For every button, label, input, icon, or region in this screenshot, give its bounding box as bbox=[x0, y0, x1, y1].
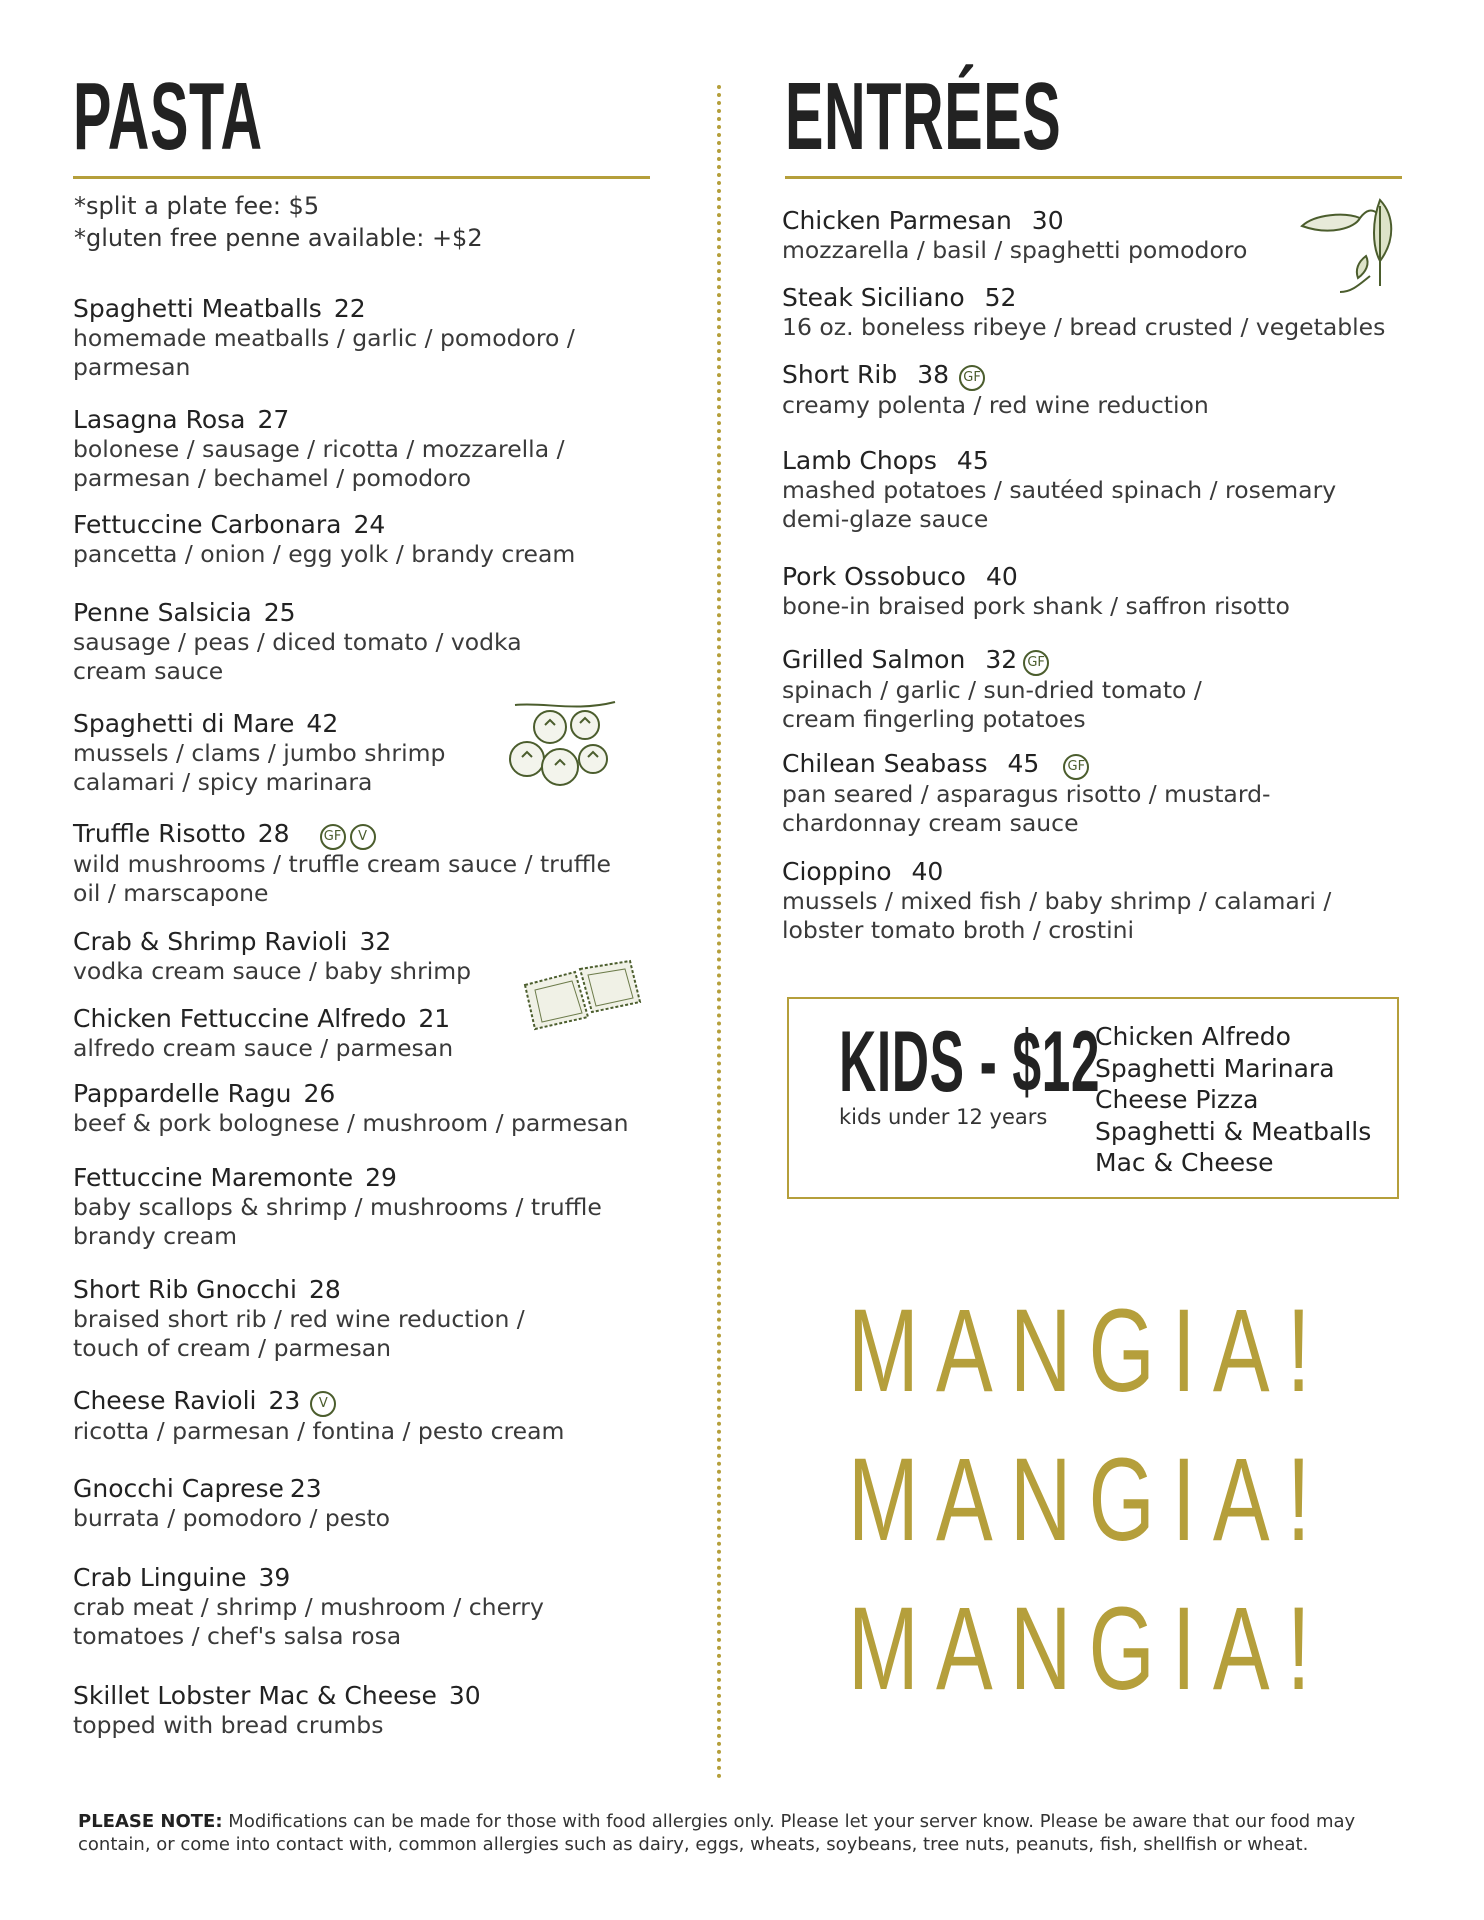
item-price: 45 bbox=[956, 446, 989, 475]
item-price: 45 bbox=[1007, 749, 1040, 778]
item-desc: calamari / spicy marinara bbox=[73, 768, 373, 796]
gluten-free-note: *gluten free penne available: +$2 bbox=[74, 224, 483, 252]
item-desc: demi-glaze sauce bbox=[782, 505, 989, 533]
item-desc: cream sauce bbox=[73, 657, 224, 685]
pasta-rule bbox=[73, 176, 650, 179]
item-price: 26 bbox=[303, 1079, 336, 1108]
menu-item bbox=[73, 1079, 653, 1138]
item-price: 52 bbox=[984, 283, 1017, 312]
item-desc: creamy polenta / red wine reduction bbox=[782, 391, 1209, 419]
vegetarian-icon: V bbox=[350, 824, 376, 850]
item-name: Spaghetti Meatballs bbox=[73, 294, 322, 323]
item-desc: mussels / clams / jumbo shrimp bbox=[73, 739, 446, 767]
item-name: Chilean Seabass bbox=[782, 749, 988, 778]
pasta-title: PASTA bbox=[73, 63, 263, 170]
item-name: Short Rib Gnocchi bbox=[73, 1275, 297, 1304]
item-name: Chicken Fettuccine Alfredo bbox=[73, 1004, 407, 1033]
item-name: Crab Linguine bbox=[73, 1563, 247, 1592]
entrees-rule bbox=[785, 176, 1402, 179]
item-price: 39 bbox=[258, 1563, 291, 1592]
item-name: Grilled Salmon bbox=[782, 645, 966, 674]
item-price: 30 bbox=[1031, 206, 1064, 235]
kids-title: KIDS - $12 bbox=[839, 1014, 1101, 1110]
item-price: 22 bbox=[333, 294, 366, 323]
item-desc: baby scallops & shrimp / mushrooms / truffle bbox=[73, 1193, 602, 1221]
item-desc: burrata / pomodoro / pesto bbox=[73, 1504, 391, 1532]
item-price: 23 bbox=[289, 1474, 322, 1503]
item-desc: topped with bread crumbs bbox=[73, 1711, 384, 1739]
item-name: Chicken Parmesan bbox=[782, 206, 1012, 235]
item-desc: tomatoes / chef's salsa rosa bbox=[73, 1622, 402, 1650]
kids-item: Chicken Alfredo bbox=[1095, 1022, 1291, 1051]
item-desc: crab meat / shrimp / mushroom / cherry bbox=[73, 1593, 544, 1621]
note-label: PLEASE NOTE: bbox=[78, 1811, 223, 1832]
menu-item bbox=[782, 446, 1402, 534]
menu-item bbox=[73, 1563, 653, 1651]
item-desc: 16 oz. boneless ribeye / bread crusted / vegetables bbox=[782, 313, 1386, 341]
kids-item: Spaghetti & Meatballs bbox=[1095, 1116, 1372, 1146]
tomatoes-illustration-icon bbox=[505, 697, 620, 797]
item-desc: cream fingerling potatoes bbox=[782, 705, 1086, 733]
item-desc: pan seared / asparagus risotto / mustard- bbox=[782, 780, 1271, 808]
menu-item bbox=[73, 405, 653, 493]
allergy-note bbox=[78, 1810, 1428, 1856]
item-desc: alfredo cream sauce / parmesan bbox=[73, 1034, 454, 1062]
menu-item bbox=[782, 360, 1402, 420]
item-name: Fettuccine Carbonara bbox=[73, 510, 342, 539]
item-desc: lobster tomato broth / crostini bbox=[782, 916, 1135, 944]
item-name: Short Rib bbox=[782, 360, 898, 389]
item-name: Penne Salsicia bbox=[73, 598, 252, 627]
item-price: 32 bbox=[985, 645, 1018, 674]
item-desc: chardonnay cream sauce bbox=[782, 809, 1079, 837]
mangia-line: MANGIA! bbox=[848, 1583, 1328, 1715]
menu-item bbox=[73, 1275, 653, 1363]
ravioli-illustration-icon bbox=[520, 957, 645, 1032]
kids-list bbox=[1095, 1021, 1371, 1179]
gluten-free-icon: GF bbox=[1063, 754, 1089, 780]
kids-item: Cheese Pizza bbox=[1095, 1085, 1259, 1114]
item-name: Skillet Lobster Mac & Cheese bbox=[73, 1681, 437, 1710]
menu-item bbox=[782, 562, 1402, 621]
item-price: 21 bbox=[418, 1004, 451, 1033]
menu-item bbox=[73, 819, 653, 908]
menu-item bbox=[73, 598, 653, 686]
item-price: 40 bbox=[911, 857, 944, 886]
item-desc: spinach / garlic / sun-dried tomato / bbox=[782, 676, 1202, 704]
note-text: Modifications can be made for those with food allergies only. Please let your server know. Please be aware that our food may contain, or come into contact with, common allergies such as dairy, eggs, wheats, soybeans, tree nuts, peanuts, fish, shellfish or wheat. bbox=[78, 1811, 1356, 1855]
item-desc: beef & pork bolognese / mushroom / parmesan bbox=[73, 1109, 629, 1137]
item-desc: mussels / mixed fish / baby shrimp / calamari / bbox=[782, 887, 1332, 915]
item-desc: bone-in braised pork shank / saffron risotto bbox=[782, 592, 1290, 620]
item-name: Pork Ossobuco bbox=[782, 562, 966, 591]
menu-item bbox=[73, 1681, 653, 1740]
item-price: 28 bbox=[257, 819, 290, 848]
menu-item bbox=[73, 294, 653, 382]
gluten-free-icon: GF bbox=[1023, 650, 1049, 676]
basil-garlic-illustration-icon bbox=[1300, 196, 1400, 296]
item-price: 23 bbox=[268, 1386, 301, 1415]
item-price: 25 bbox=[263, 598, 296, 627]
item-desc: sausage / peas / diced tomato / vodka bbox=[73, 628, 522, 656]
item-desc: touch of cream / parmesan bbox=[73, 1334, 392, 1362]
menu-item bbox=[73, 1474, 653, 1533]
entrees-title: ENTRÉES bbox=[785, 63, 1062, 170]
item-desc: braised short rib / red wine reduction / bbox=[73, 1305, 525, 1333]
item-desc: parmesan / bechamel / pomodoro bbox=[73, 464, 472, 492]
item-desc: homemade meatballs / garlic / pomodoro / bbox=[73, 324, 575, 352]
gluten-free-icon: GF bbox=[320, 824, 346, 850]
item-desc: pancetta / onion / egg yolk / brandy cream bbox=[73, 540, 576, 568]
menu-item bbox=[73, 1386, 653, 1446]
mangia-line: MANGIA! bbox=[848, 1285, 1328, 1417]
item-name: Cheese Ravioli bbox=[73, 1386, 257, 1415]
item-name: Spaghetti di Mare bbox=[73, 709, 295, 738]
pasta-notes bbox=[74, 190, 483, 254]
gluten-free-icon: GF bbox=[959, 365, 985, 391]
item-price: 28 bbox=[308, 1275, 341, 1304]
item-name: Cioppino bbox=[782, 857, 892, 886]
mangia-line: MANGIA! bbox=[848, 1434, 1328, 1566]
item-price: 42 bbox=[306, 709, 339, 738]
item-price: 32 bbox=[359, 927, 392, 956]
vegetarian-icon: V bbox=[310, 1391, 336, 1417]
menu-item bbox=[782, 857, 1402, 945]
item-desc: mozzarella / basil / spaghetti pomodoro bbox=[782, 236, 1248, 264]
item-price: 29 bbox=[365, 1163, 397, 1192]
item-desc: ricotta / parmesan / fontina / pesto cream bbox=[73, 1417, 565, 1445]
item-desc: oil / marscapone bbox=[73, 879, 269, 907]
item-name: Lamb Chops bbox=[782, 446, 937, 475]
item-price: 38 bbox=[917, 360, 950, 389]
item-name: Truffle Risotto bbox=[73, 819, 246, 848]
item-name: Fettuccine Maremonte bbox=[73, 1163, 354, 1192]
item-desc: vodka cream sauce / baby shrimp bbox=[73, 957, 472, 985]
item-name: Crab & Shrimp Ravioli bbox=[73, 927, 348, 956]
item-name: Lasagna Rosa bbox=[73, 405, 246, 434]
split-plate-note: *split a plate fee: $5 bbox=[74, 192, 320, 220]
item-price: 27 bbox=[257, 405, 290, 434]
item-price: 24 bbox=[353, 510, 386, 539]
kids-subtitle: kids under 12 years bbox=[839, 1105, 1048, 1129]
menu-item bbox=[73, 1163, 653, 1251]
item-price: 30 bbox=[448, 1681, 481, 1710]
menu-item bbox=[782, 749, 1402, 838]
kids-menu-box bbox=[787, 997, 1399, 1199]
column-divider bbox=[717, 85, 721, 1780]
kids-item: Spaghetti Marinara bbox=[1095, 1053, 1335, 1083]
kids-item: Mac & Cheese bbox=[1095, 1148, 1274, 1177]
menu-item bbox=[73, 510, 653, 569]
menu-item bbox=[782, 645, 1402, 734]
item-name: Steak Siciliano bbox=[782, 283, 965, 312]
item-name: Gnocchi Caprese bbox=[73, 1474, 284, 1503]
item-desc: brandy cream bbox=[73, 1222, 237, 1250]
item-desc: mashed potatoes / sautéed spinach / rosemary bbox=[782, 476, 1337, 504]
item-name: Pappardelle Ragu bbox=[73, 1079, 292, 1108]
item-desc: parmesan bbox=[73, 353, 191, 381]
item-price: 40 bbox=[985, 562, 1018, 591]
item-desc: bolonese / sausage / ricotta / mozzarella / bbox=[73, 435, 565, 463]
item-desc: wild mushrooms / truffle cream sauce / truffle bbox=[73, 850, 611, 878]
